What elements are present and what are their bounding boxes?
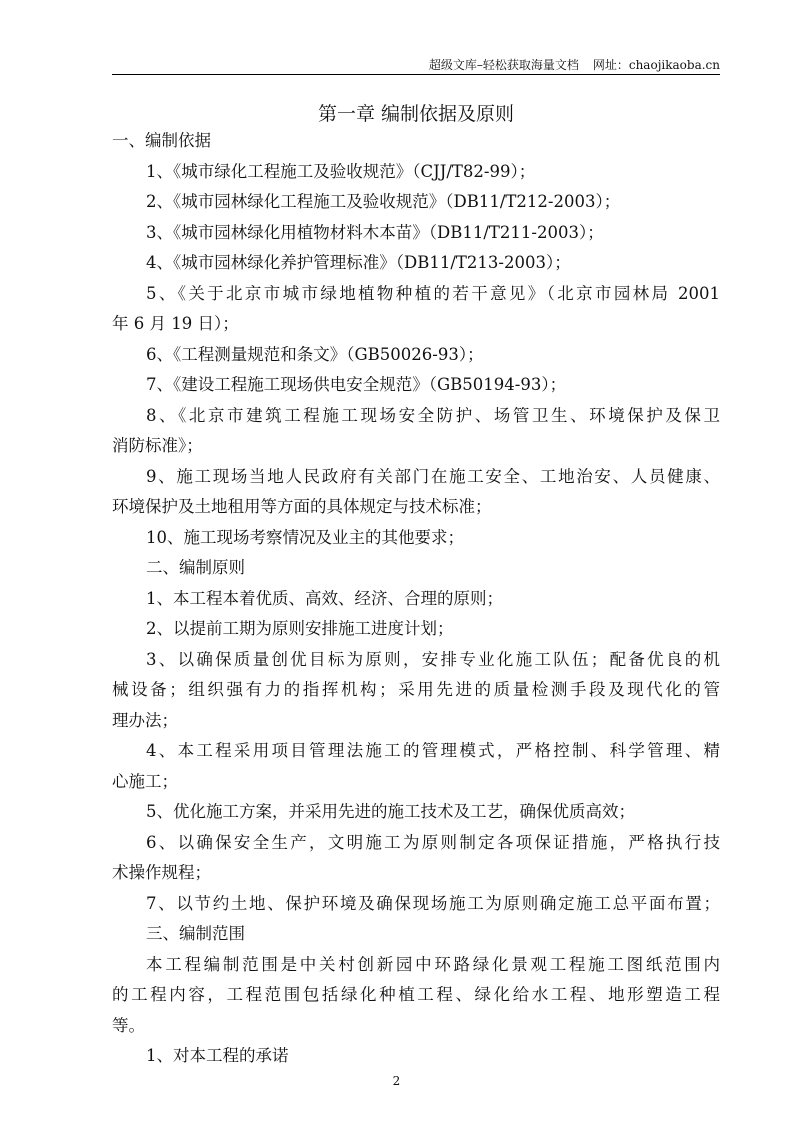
text-line: 消防标准》；: [112, 436, 203, 455]
text-line: 1、本工程本着优质、高效、经济、合理的原则；: [146, 588, 503, 608]
text-line: 年 6 月 19 日）；: [112, 314, 239, 333]
text-line: 术操作规程；: [112, 863, 211, 882]
text-line: 8、《北京市建筑工程施工现场安全防护、场管卫生、环境保护及保卫: [146, 405, 720, 425]
text-line: 环境保护及土地租用等方面的具体规定与技术标准；: [112, 497, 492, 516]
document-body: [112, 126, 720, 1072]
page-header: [112, 56, 720, 73]
text-line: 一、编制依据: [112, 131, 211, 150]
text-line: 2、以提前工期为原则安排施工进度计划；: [146, 619, 454, 638]
header-rule: [112, 74, 720, 75]
text-line: 5、《关于北京市城市绿地植物种植的若干意见》（北京市园林局 2001: [146, 283, 720, 303]
text-line: 等。: [112, 1015, 145, 1035]
text-line: 1、对本工程的承诺: [146, 1046, 289, 1065]
text-line: 6、以确保安全生产，文明施工为原则制定各项保证措施，严格执行技: [146, 832, 720, 852]
text-line: 心施工；: [112, 771, 178, 791]
text-line: 三、编制范围: [146, 924, 245, 943]
text-line: 7、以节约土地、保护环境及确保现场施工为原则确定施工总平面布置；: [146, 893, 720, 913]
text-line: 理办法；: [112, 710, 178, 730]
header-site-name: 超级文库–轻松获取海量文档: [428, 58, 579, 72]
text-line: 本工程编制范围是中关村创新园中环路绿化景观工程施工图纸范围内: [146, 954, 720, 974]
text-line: 1、《城市绿化工程施工及验收规范》（CJJ/T82-99）；: [146, 161, 536, 181]
text-line: 4、本工程采用项目管理法施工的管理模式，严格控制、科学管理、精: [146, 741, 720, 760]
text-line: 械设备；组织强有力的指挥机构；采用先进的质量检测手段及现代化的管: [112, 680, 720, 699]
text-line: 10、施工现场考察情况及业主的其他要求；: [146, 527, 464, 547]
page-number: 2: [392, 1074, 401, 1088]
text-line: 3、《城市园林绿化用植物材料木本苗》（DB11/T211-2003）；: [146, 222, 604, 242]
text-line: 6、《工程测量规范和条文》（GB50026-93）；: [146, 344, 484, 364]
text-line: 3、以确保质量创优目标为原则，安排专业化施工队伍；配备优良的机: [146, 649, 720, 669]
text-line: 4、《城市园林绿化养护管理标准》（DB11/T213-2003）；: [146, 253, 571, 272]
text-line: 的工程内容，工程范围包括绿化种植工程、绿化给水工程、地形塑造工程: [112, 985, 720, 1004]
text-line: 二、编制原则: [146, 558, 245, 577]
header-url: 网址：chaojikaoba.cn: [592, 58, 720, 72]
text-line: 5、优化施工方案，并采用先进的施工技术及工艺，确保优质高效；: [146, 802, 635, 821]
text-line: 9、施工现场当地人民政府有关部门在施工安全、工地治安、人员健康、: [146, 466, 720, 486]
chapter-title: 第一章 编制依据及原则: [317, 103, 515, 125]
text-line: 7、《建设工程施工现场供电安全规范》（GB50194-93）；: [146, 375, 567, 394]
text-line: 2、《城市园林绿化工程施工及验收规范》（DB11/T212-2003）；: [146, 192, 621, 211]
